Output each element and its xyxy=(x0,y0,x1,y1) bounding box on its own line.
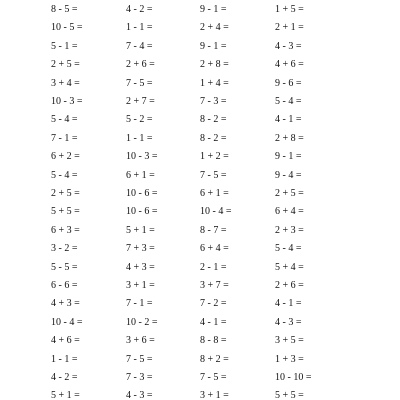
problem-row xyxy=(0,206,400,224)
math-problem: 2 + 5 = xyxy=(51,188,80,199)
math-problem: 8 + 2 = xyxy=(200,353,229,365)
math-problem: 3 + 1 = xyxy=(200,390,229,400)
problem-row xyxy=(0,317,400,335)
math-problem: 9 - 1 = xyxy=(200,4,227,15)
math-problem: 10 - 3 = xyxy=(51,96,83,107)
math-problem: 2 + 4 = xyxy=(200,22,229,34)
problem-row xyxy=(0,225,400,243)
math-problem: 9 - 1 = xyxy=(200,40,227,52)
math-problem: 5 - 5 = xyxy=(51,261,78,273)
math-problem: 5 + 5 = xyxy=(275,390,304,400)
math-problem: 5 - 4 = xyxy=(51,114,78,126)
math-problem: 3 + 7 = xyxy=(200,280,229,291)
math-problem: 10 - 3 = xyxy=(126,151,158,163)
problem-row xyxy=(0,298,400,316)
problem-row xyxy=(0,170,400,188)
math-problem: 5 - 2 = xyxy=(126,114,153,126)
math-problem: 4 + 6 = xyxy=(275,59,304,71)
math-problem: 4 - 1 = xyxy=(275,298,302,310)
math-problem: 9 - 1 = xyxy=(275,151,302,163)
math-problem: 6 - 6 = xyxy=(51,280,78,291)
math-problem: 10 - 6 = xyxy=(126,188,158,199)
math-problem: 5 - 4 = xyxy=(275,243,302,255)
math-problem: 7 - 5 = xyxy=(200,372,227,383)
math-problem: 10 - 4 = xyxy=(51,316,83,328)
math-problem: 4 + 3 = xyxy=(126,261,155,273)
math-problem: 2 + 5 = xyxy=(275,188,304,199)
math-problem: 1 + 3 = xyxy=(275,353,304,365)
math-problem: 2 + 5 = xyxy=(51,59,80,71)
math-problem: 1 - 1 = xyxy=(126,132,153,144)
math-problem: 5 - 1 = xyxy=(51,40,78,52)
math-problem: 4 - 2 = xyxy=(51,372,78,383)
problem-row xyxy=(0,59,400,77)
math-problem: 1 + 2 = xyxy=(200,151,229,163)
math-problem: 7 + 3 = xyxy=(126,243,155,255)
math-problem: 6 + 4 = xyxy=(200,243,229,255)
problem-row xyxy=(0,335,400,353)
problem-row xyxy=(0,22,400,40)
math-problem: 5 - 4 = xyxy=(275,96,302,107)
math-problem: 7 - 1 = xyxy=(51,132,78,144)
math-problem: 4 - 3 = xyxy=(275,40,302,52)
math-problem: 1 - 1 = xyxy=(51,353,78,365)
math-problem: 7 - 3 = xyxy=(200,96,227,107)
math-problem: 10 - 6 = xyxy=(126,206,158,218)
math-problem: 4 + 6 = xyxy=(51,335,80,347)
math-problem: 7 - 2 = xyxy=(200,298,227,310)
math-problem: 3 + 1 = xyxy=(126,280,155,291)
math-problem: 4 - 2 = xyxy=(126,4,153,15)
math-problem: 2 + 3 = xyxy=(275,224,304,236)
math-problem: 8 - 2 = xyxy=(200,114,227,126)
math-problem: 8 - 2 = xyxy=(200,132,227,144)
math-problem: 10 - 4 = xyxy=(200,206,232,218)
math-problem: 3 + 5 = xyxy=(275,335,304,347)
problem-row xyxy=(0,354,400,372)
math-problem: 2 + 8 = xyxy=(200,59,229,71)
math-problem: 7 - 5 = xyxy=(200,169,227,181)
math-problem: 7 - 1 = xyxy=(126,298,153,310)
math-problem: 5 + 1 = xyxy=(126,224,155,236)
math-problem: 3 + 6 = xyxy=(126,335,155,347)
math-problem: 10 - 2 = xyxy=(126,316,158,328)
math-problem: 8 - 8 = xyxy=(200,335,227,347)
math-problem: 2 + 7 = xyxy=(126,96,155,107)
math-problem: 7 - 5 = xyxy=(126,77,153,89)
problem-row xyxy=(0,262,400,280)
problem-row xyxy=(0,243,400,261)
math-problem: 5 - 4 = xyxy=(51,169,78,181)
problem-row xyxy=(0,372,400,390)
problem-row xyxy=(0,188,400,206)
math-problem: 6 + 1 = xyxy=(126,169,155,181)
math-problem: 2 + 6 = xyxy=(275,280,304,291)
math-problem: 7 - 5 = xyxy=(126,353,153,365)
problem-row xyxy=(0,151,400,169)
math-problem: 4 + 3 = xyxy=(51,298,80,310)
math-problem: 8 - 5 = xyxy=(51,4,78,15)
math-problem: 2 + 6 = xyxy=(126,59,155,71)
math-problem: 2 + 8 = xyxy=(275,132,304,144)
math-problem: 3 - 2 = xyxy=(51,243,78,255)
math-problem: 5 + 4 = xyxy=(275,261,304,273)
math-problem: 6 + 3 = xyxy=(51,224,80,236)
math-problem: 5 + 5 = xyxy=(51,206,80,218)
math-problem: 4 - 3 = xyxy=(126,390,153,400)
problem-row xyxy=(0,96,400,114)
math-problem: 2 + 1 = xyxy=(275,22,304,34)
problem-row xyxy=(0,41,400,59)
math-problem: 5 + 1 = xyxy=(51,390,80,400)
math-problem: 1 + 4 = xyxy=(200,77,229,89)
math-problem: 6 + 4 = xyxy=(275,206,304,218)
problem-row xyxy=(0,280,400,298)
math-problem: 1 - 1 = xyxy=(126,22,153,34)
math-problem: 3 + 4 = xyxy=(51,77,80,89)
problem-row xyxy=(0,114,400,132)
math-problem: 7 - 4 = xyxy=(126,40,153,52)
problem-row xyxy=(0,78,400,96)
math-problem: 10 - 10 = xyxy=(275,372,312,383)
math-problem: 9 - 6 = xyxy=(275,77,302,89)
math-problem: 4 - 1 = xyxy=(275,114,302,126)
problem-row xyxy=(0,390,400,400)
math-problem: 10 - 5 = xyxy=(51,22,83,34)
math-problem: 6 + 1 = xyxy=(200,188,229,199)
math-problem: 9 - 4 = xyxy=(275,169,302,181)
math-problem: 4 - 3 = xyxy=(275,316,302,328)
problem-row xyxy=(0,133,400,151)
math-problem: 8 - 7 = xyxy=(200,224,227,236)
math-problem: 6 + 2 = xyxy=(51,151,80,163)
math-problem: 4 - 1 = xyxy=(200,316,227,328)
problem-row xyxy=(0,4,400,22)
math-problem: 1 + 5 = xyxy=(275,4,304,15)
math-problem: 7 - 3 = xyxy=(126,372,153,383)
math-problem: 2 - 1 = xyxy=(200,261,227,273)
